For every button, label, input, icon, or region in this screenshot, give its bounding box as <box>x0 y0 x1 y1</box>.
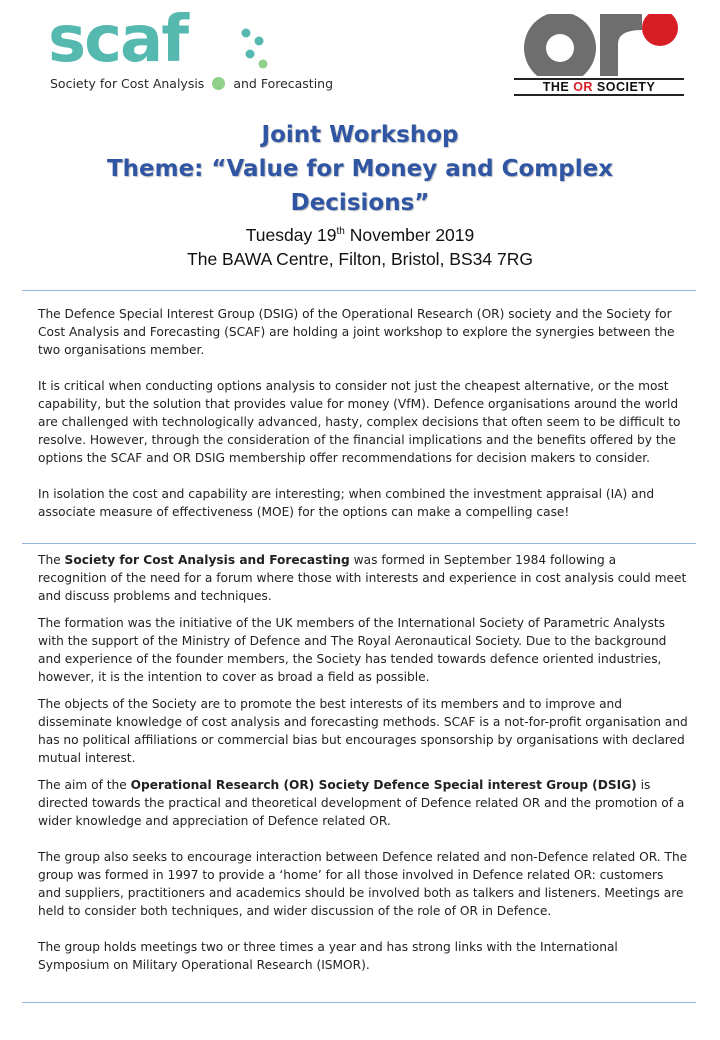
date-month-year: November 2019 <box>344 224 475 245</box>
date-suffix: th <box>336 226 345 237</box>
title-line-1: Joint Workshop <box>261 122 459 148</box>
scaf-paragraph-1 <box>38 551 688 605</box>
dsig-name-bold: Operational Research (OR) Society Defence Special interest Group (DSIG) <box>130 778 637 792</box>
scaf-paragraph-3: The objects of the Society are to promote the best interests of its members and to improve and disseminate knowledge of cost analysis and forecasting methods. SCAF is a not-for-profit organisation and has no political affiliations or commercial bias but encourages sponsorship by organisations with declared mutual interest. <box>38 697 688 765</box>
or-paragraph-3: The group holds meetings two or three times a year and has strong links with the International Symposium on Military Operational Research (ISMOR). <box>38 940 618 972</box>
divider-2 <box>22 543 696 544</box>
title-block <box>0 118 720 271</box>
scaf-dots-icon <box>236 24 296 74</box>
or-band-society: SOCIETY <box>592 80 656 94</box>
logo-banner <box>0 0 720 110</box>
scaf-tagline-left: Society for Cost Analysis <box>50 76 205 91</box>
scaf-section <box>38 551 688 974</box>
intro-paragraph-2: It is critical when conducting options analysis to consider not just the cheapest alternative, or the most capability, but the solution that provides value for money (VfM). Defence organisations around the world are challenged with technologically advanced, hasty, complex decisions that often seem to be difficult to resolve. However, through the consideration of the financial implications and the benefits offered by the options the SCAF and OR DSIG membership offer recommendations for decision makers to consider. <box>38 379 681 465</box>
divider-1 <box>22 290 696 291</box>
green-dot-icon <box>212 77 225 90</box>
scaf-paragraph-2: The formation was the initiative of the UK members of the International Society of Parametric Analysts with the support of the Ministry of Defence and The Royal Aeronautical Society. Due to the background and experience of the founder members, the Society has tended towards defence oriented industries, however, it is the intention to cover as broad a field as possible. <box>38 616 667 684</box>
title-line-3: Decisions” <box>290 190 430 216</box>
intro-paragraph-1: The Defence Special Interest Group (DSIG) of the Operational Research (OR) society and the Society for Cost Analysis and Forecasting (SCAF) are holding a joint workshop to explore the synergies between the two organisations member. <box>38 307 675 357</box>
scaf-tagline <box>50 76 333 91</box>
event-venue: The BAWA Centre, Filton, Bristol, BS34 7RG <box>187 248 533 269</box>
date-day: Tuesday 19 <box>245 224 337 245</box>
scaf-tagline-right: and Forecasting <box>233 76 334 91</box>
scaf-logo <box>48 3 358 98</box>
scaf-p1-post: was formed in September 1984 following a recognition of the need for a forum where those with interests and experience in cost analysis could meet and discuss problems and techniques. <box>38 553 687 603</box>
scaf-p1-pre: The <box>38 553 65 567</box>
divider-3 <box>22 1002 696 1003</box>
or-paragraph-1 <box>38 776 688 830</box>
or-monogram-icon <box>514 14 684 76</box>
or-society-logo <box>514 14 684 96</box>
intro-paragraph-3: In isolation the cost and capability are interesting; when combined the investment appraisal (IA) and associate measure of effectiveness (MOE) for the options can make a compelling case! <box>38 487 655 519</box>
or-society-band <box>514 78 684 96</box>
or-p1-post: is directed towards the practical and theoretical development of Defence related OR and the promotion of a wider knowledge and appreciation of Defence related OR. <box>38 778 685 828</box>
scaf-wordmark: scaf <box>48 3 188 77</box>
scaf-name-bold: Society for Cost Analysis and Forecasting <box>64 553 350 567</box>
title-line-2: Theme: “Value for Money and Complex <box>106 156 614 182</box>
or-band-the: THE <box>542 80 574 94</box>
event-date <box>0 220 720 247</box>
or-p1-pre: The aim of the <box>38 778 131 792</box>
intro-section <box>38 305 688 521</box>
or-band-or: OR <box>573 80 593 94</box>
or-paragraph-2: The group also seeks to encourage interaction between Defence related and non-Defence related OR. The group was formed in 1997 to provide a ‘home’ for all those involved in Defence related OR: customers and suppliers, practitioners and academics should be involved both as talkers and listeners. Meetings are held to consider both techniques, and wider discussion of the role of OR in Defence. <box>38 850 688 918</box>
